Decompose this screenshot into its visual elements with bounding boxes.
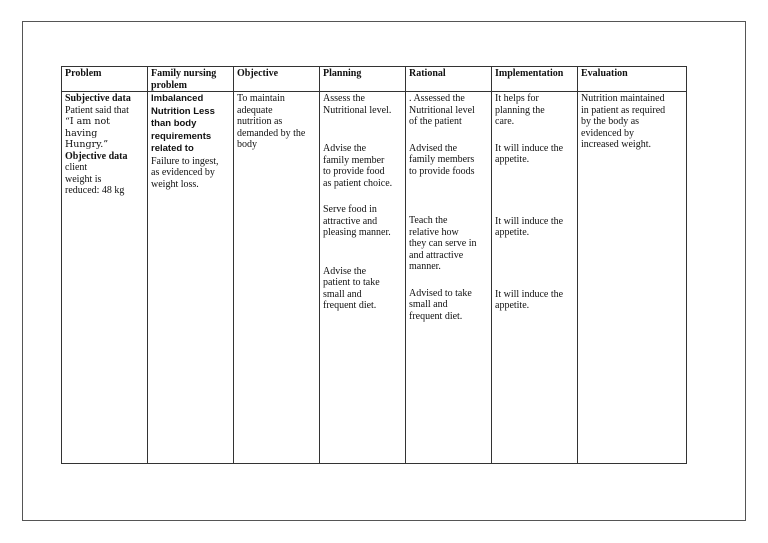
nursing-diagnosis: than body [151, 118, 197, 129]
planning-text: Serve food in [323, 204, 377, 215]
planning-text: family member [323, 154, 385, 166]
subjective-text: Patient said that [65, 104, 129, 116]
objective-text: nutrition as [237, 116, 283, 127]
patient-quote-end: Hungry.” [65, 139, 109, 150]
objective-data-text: reduced: 48 kg [65, 185, 125, 196]
rational-item [409, 215, 488, 273]
nursing-diagnosis: Nutrition Less [151, 105, 215, 117]
rational-text: frequent diet. [409, 310, 463, 322]
evaluation-text: Nutrition maintained [581, 93, 665, 104]
nursing-diagnosis: Imbalanced [151, 93, 204, 104]
rational-text: Teach the [409, 215, 448, 226]
header-objective: Objective [234, 67, 320, 92]
implementation-text: It will induce the [495, 142, 564, 154]
planning-text: as patient choice. [323, 177, 393, 189]
rational-text: Nutritional level [409, 104, 475, 116]
header-implementation: Implementation [492, 67, 578, 92]
rational-item [409, 93, 488, 128]
evaluation-cell [578, 92, 687, 464]
rational-text: manner. [409, 261, 441, 272]
rational-text: . Assessed the [409, 93, 465, 104]
implementation-cell [492, 92, 578, 464]
planning-text: Advise the [323, 143, 367, 154]
nursing-diagnosis: related to [151, 143, 194, 154]
objective-text: body [237, 139, 257, 150]
header-evaluation: Evaluation [578, 67, 687, 92]
subjective-data-label: Subjective data [65, 93, 131, 104]
diagnosis-detail: as evidenced by [151, 167, 215, 178]
planning-text: frequent diet. [323, 300, 377, 311]
planning-item [323, 143, 402, 189]
planning-text: Advise the [323, 265, 367, 277]
rational-text: Advised the [409, 142, 458, 154]
implementation-text: appetite. [495, 300, 530, 311]
family-nursing-problem-cell [148, 92, 234, 464]
planning-item [323, 204, 402, 239]
objective-text: demanded by the [237, 127, 306, 139]
header-family-nursing-problem: Family nursing problem [148, 67, 234, 92]
planning-text: Assess the [323, 93, 365, 104]
objective-data-label: Objective data [65, 150, 128, 162]
implementation-text: It will induce the [495, 288, 564, 300]
patient-quote: “I am not having [65, 116, 110, 139]
evaluation-text: by the body as [581, 116, 640, 127]
diagnosis-detail: Failure to ingest, [151, 155, 219, 167]
header-rational: Rational [406, 67, 492, 92]
implementation-item [495, 216, 574, 239]
objective-text: adequate [237, 104, 273, 116]
rational-item [409, 143, 488, 178]
rational-text: small and [409, 299, 448, 310]
rational-text: family members [409, 154, 475, 165]
planning-item [323, 93, 402, 116]
header-planning: Planning [320, 67, 406, 92]
planning-text: small and [323, 288, 362, 300]
implementation-text: care. [495, 116, 515, 127]
rational-text: relative how [409, 226, 459, 238]
objective-data-text: weight is [65, 173, 102, 185]
objective-cell [234, 92, 320, 464]
rational-text: to provide foods [409, 165, 475, 177]
evaluation-text: in patient as required [581, 104, 666, 116]
implementation-text: planning the [495, 104, 545, 116]
planning-text: patient to take [323, 277, 380, 288]
planning-text: attractive and [323, 215, 378, 227]
implementation-text: appetite. [495, 154, 530, 165]
nursing-diagnosis: requirements [151, 130, 212, 142]
planning-cell [320, 92, 406, 464]
planning-item [323, 266, 402, 312]
rational-cell [406, 92, 492, 464]
implementation-item [495, 93, 574, 128]
rational-text: Advised to take [409, 287, 472, 299]
implementation-text: It will induce the [495, 215, 564, 227]
rational-item [409, 288, 488, 323]
problem-cell [62, 92, 148, 464]
nursing-care-plan-table [61, 66, 687, 464]
planning-text: pleasing manner. [323, 227, 391, 238]
header-row [62, 67, 687, 92]
implementation-text: It helps for [495, 93, 539, 104]
objective-data-text: client [65, 162, 88, 173]
rational-text: and attractive [409, 249, 464, 261]
evaluation-text: evidenced by [581, 127, 635, 139]
header-problem: Problem [62, 67, 148, 92]
implementation-text: appetite. [495, 227, 530, 238]
objective-text: To maintain [237, 93, 285, 104]
planning-text: Nutritional level. [323, 104, 392, 116]
planning-text: to provide food [323, 166, 385, 177]
rational-text: they can serve in [409, 238, 477, 249]
evaluation-text: increased weight. [581, 139, 651, 150]
rational-text: of the patient [409, 116, 462, 127]
implementation-item [495, 289, 574, 312]
care-plan-row [62, 92, 687, 464]
implementation-item [495, 143, 574, 166]
diagnosis-detail: weight loss. [151, 178, 199, 190]
